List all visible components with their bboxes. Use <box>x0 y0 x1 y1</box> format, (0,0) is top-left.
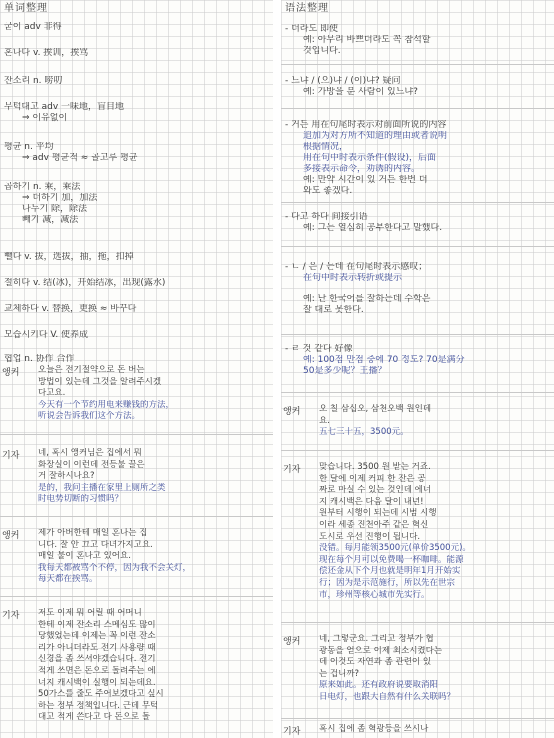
vocab-line: ⇒ 이유없이 <box>22 113 68 123</box>
grammar-entry <box>285 24 550 57</box>
vocab-entry <box>4 182 269 226</box>
vocab-entry <box>4 48 269 59</box>
vocab-entry <box>4 142 269 164</box>
grammar-pattern: - 다고 하다 间接引语 <box>285 212 368 222</box>
translation-line: 听说会告诉我们这个方法。 <box>38 411 141 422</box>
example-line: 것입니다. <box>303 46 341 56</box>
divider <box>281 622 554 623</box>
example-line: 예: 그는 열심히 공부한다고 말했다. <box>303 223 443 233</box>
vocab-entry <box>4 102 269 124</box>
grammar-explanation: 追加为对方所不知道的理由或者说明 <box>303 131 448 141</box>
translation-line: 五七三十五，3500元。 <box>319 427 409 438</box>
divider <box>281 64 554 65</box>
grammar-pattern: - 거든 用在句尾时表示对前面所说的内容 <box>285 120 447 130</box>
left-page-title: 单词整理 <box>4 3 48 14</box>
korean-line: 네, 혹시 앵커님은 집에서 뭐 <box>38 448 142 458</box>
korean-line: 방법이 있는데 그것을 알려주시겠 <box>38 376 162 387</box>
example-line: 예: 난 한국어를 잘하는데 수학은 <box>303 294 431 304</box>
grammar-pattern: - ㄹ 것 같다 好像 <box>285 344 353 354</box>
grammar-entry <box>285 262 550 316</box>
korean-line: 50가스를 줄도 주어보겠다고 싶시 <box>38 689 164 700</box>
korean-line: 하는 정부 정책입니다. 근데 무턱 <box>38 700 159 711</box>
dialogue-block <box>0 448 273 512</box>
dialogue-block <box>281 634 554 710</box>
korean-line: 짜로 마실 수 있는 것인데 에너 <box>319 485 432 496</box>
korean-line: 매일 불이 혼나고 있어요. <box>38 551 131 562</box>
divider <box>0 516 273 517</box>
vocab-line: 굳이 adv 非得 <box>4 22 62 32</box>
speaker-label: 기자 <box>2 451 20 461</box>
translation-line: 偿还金从下个月也就是明年1月开始实 <box>319 566 461 577</box>
translation-line: 时电势切断的习惯吗？ <box>38 494 124 505</box>
vocab-line: 잔소리 n. 唠叨 <box>4 76 63 86</box>
example-line: 50是多少呢？王播？ <box>303 366 387 376</box>
vocab-line: 모습시키다 V. 使养成 <box>4 330 89 340</box>
korean-line: 제가 아버한테 매일 혼나는 집 <box>38 528 148 538</box>
translation-line: 每天都在挨骂。 <box>38 574 98 585</box>
korean-line: 도시로 우선 진행이 됩니다. <box>319 531 421 542</box>
korean-line: 저도 이제 뭐 어릴 때 어머니 <box>38 608 142 618</box>
divider <box>281 202 554 203</box>
speaker-label: 앵커 <box>283 407 301 417</box>
korean-line: 화장실이 이런데 전등불 끌은 <box>38 459 145 470</box>
vocab-line: ⇒ 더하기 加，加法 <box>22 193 98 203</box>
korean-line: 한테 이제 잔소리 스메심도 많이 <box>38 619 156 630</box>
korean-line: 당했었는데 이제는 꼭 이런 잔소 <box>38 631 156 642</box>
grammar-explanation: 在句中时表示转折或提示 <box>303 273 403 283</box>
korean-line: 대고 적게 쓴다고 다 돈으로 돌 <box>38 712 151 723</box>
vocab-entry <box>4 330 269 341</box>
vocab-entry <box>4 252 269 263</box>
vocab-line: 빼기 减，减法 <box>22 215 79 225</box>
translation-line: 日电灯，也跟大自然有什么关联吗？ <box>319 691 456 702</box>
korean-line: 적게 쓰면은 돈으로 돌려주는 에 <box>38 665 156 676</box>
vocab-line: 무턱대고 adv 一味地，盲目地 <box>4 102 125 112</box>
divider <box>0 596 273 597</box>
dialogue-block <box>0 608 273 736</box>
divider <box>281 718 554 719</box>
korean-line: 오 칠 삼십오, 삼천오백 원인데 <box>319 404 432 414</box>
grammar-pattern: - 느냐 / (으)냐 / (이)냐? 疑问 <box>285 76 401 86</box>
divider <box>0 434 273 435</box>
grammar-entry <box>285 120 550 197</box>
grammar-entry <box>285 344 550 377</box>
vocab-entry <box>4 304 269 315</box>
divider <box>281 108 554 109</box>
divider <box>281 246 554 247</box>
translation-line: 是的，我问主播在家里上厕所之类 <box>38 482 166 493</box>
vocab-entry <box>4 76 269 87</box>
vocab-line: 협업 n. 协作 合作 <box>4 354 75 364</box>
grammar-pattern: - 더라도 即使 <box>285 24 339 34</box>
dialogue-block <box>0 528 273 592</box>
translation-line: 今天有一个节约用电来赚钱的方法， <box>38 399 175 410</box>
translation-line: 市，珍州等核心城市先实行。 <box>319 589 430 600</box>
vocab-line: ⇒ adv 평균적 ≈ 골고루 평균 <box>22 153 138 163</box>
vocab-entry <box>4 354 269 365</box>
dialogue-block <box>0 365 273 431</box>
korean-line: 니다. 잘 안 끄고 다녀가지고요. <box>38 539 153 550</box>
grammar-entry <box>285 212 550 234</box>
vocab-line: 곱하기 n. 乘，乘法 <box>4 182 81 192</box>
example-line: 예: 만약 시간이 있 거든 한번 더 <box>303 175 428 185</box>
korean-line: 는 겁니까? <box>319 668 360 679</box>
speaker-label: 기자 <box>2 611 20 621</box>
example-line: 예: 가방을 분 사람이 있느냐? <box>303 87 418 97</box>
grammar-explanation: 用在句中时表示条件(假设)，后面 <box>303 153 437 163</box>
page-gutter <box>273 0 281 738</box>
dialogue-block <box>281 404 554 448</box>
korean-line: 원부터 시행이 되는데 시범 시행 <box>319 508 437 519</box>
korean-line: 네, 그렇군요. 그리고 정부가 협 <box>319 634 434 644</box>
grammar-explanation: 多接表示命令，劝诱的内容。 <box>303 164 421 174</box>
vocab-entry <box>4 278 269 289</box>
korean-line: 다고요. <box>38 388 66 399</box>
korean-line: 지 캐시백은 다음 달이 내년! <box>319 496 424 507</box>
translation-line: 行；因为是示范施行，所以先在世宗 <box>319 577 456 588</box>
vocab-line: 나누기 除，除法 <box>22 204 87 214</box>
speaker-label: 기자 <box>283 727 301 737</box>
right-page-title: 语法整理 <box>285 3 329 14</box>
korean-line: 이라 세종 진천아주 같은 혁신 <box>319 519 429 530</box>
korean-line: 오늘은 전기절약으로 돈 버는 <box>38 365 145 375</box>
vocab-entry <box>4 22 269 33</box>
korean-line: 한 달에 이제 커피 한 잔은 공 <box>319 473 426 484</box>
grammar-entry <box>285 76 550 98</box>
speaker-label: 기자 <box>283 465 301 475</box>
korean-line: 데 이것도 자연과 좀 관련이 있 <box>319 657 432 668</box>
right-notebook-page <box>281 0 554 738</box>
vocab-line: 평균 n. 平均 <box>4 142 54 152</box>
example-line: 잘 대로 못한다. <box>303 305 364 315</box>
example-line: 예: 아무리 바쁘더라도 꼭 참석할 <box>303 35 431 45</box>
vocab-line: 혼나다 v. 挨训，挨骂 <box>4 48 89 58</box>
korean-line: 거 잘하시나요? <box>38 471 95 482</box>
grammar-pattern: - ㄴ / 은 / 는데 在句尾时表示感叹； <box>285 262 428 272</box>
translation-line: 原来如此。还有政府说要取消阳 <box>319 680 439 691</box>
speaker-label: 앵커 <box>2 531 20 541</box>
example-line: 예: 100점 만점 중에 70 정도? 70是满分 <box>303 355 465 365</box>
divider <box>281 334 554 335</box>
korean-line: 너지 캐시백이 실행이 되는데요. <box>38 677 156 688</box>
divider <box>281 450 554 451</box>
speaker-label: 앵커 <box>283 637 301 647</box>
dialogue-block <box>281 724 554 738</box>
korean-line: 혹시 집에 좀 혁광등을 쓰시나 <box>319 724 429 734</box>
korean-line: 리가 아니더라도 전기 사용량 때 <box>38 642 156 653</box>
speaker-label: 앵커 <box>2 368 20 378</box>
korean-line: 광동을 얻으로 이제 최소시켰다는 <box>319 645 443 656</box>
divider <box>281 392 554 393</box>
translation-line: 我每天都被骂个不停，因为我不会关灯， <box>38 562 192 573</box>
grammar-explanation: 根据情况， <box>303 142 349 152</box>
translation-line: 没错。每月能领3500元(单价3500元)。 <box>319 543 471 554</box>
korean-line: 요. <box>319 415 330 426</box>
dialogue-block <box>281 462 554 612</box>
korean-line: 맞습니다. 3500 원 받는 거죠. <box>319 462 431 472</box>
vocab-line: 교체하다 v. 替换，更换 ≈ 바꾸다 <box>4 304 137 314</box>
example-line: 와도 좋겠다. <box>303 186 353 196</box>
korean-line: 신경을 좀 쓰셔야겠습니다. 전기 <box>38 654 156 665</box>
left-notebook-page <box>0 0 273 738</box>
vocab-line: 절히다 v. 结(冰)，开始结冰，出现(露水) <box>4 278 166 288</box>
translation-line: 现在每个月可以免费喝一杯咖啡。能源 <box>319 554 464 565</box>
vocab-line: 뺄다 v. 拔，选拔，抽，拖，扣掉 <box>4 252 134 262</box>
